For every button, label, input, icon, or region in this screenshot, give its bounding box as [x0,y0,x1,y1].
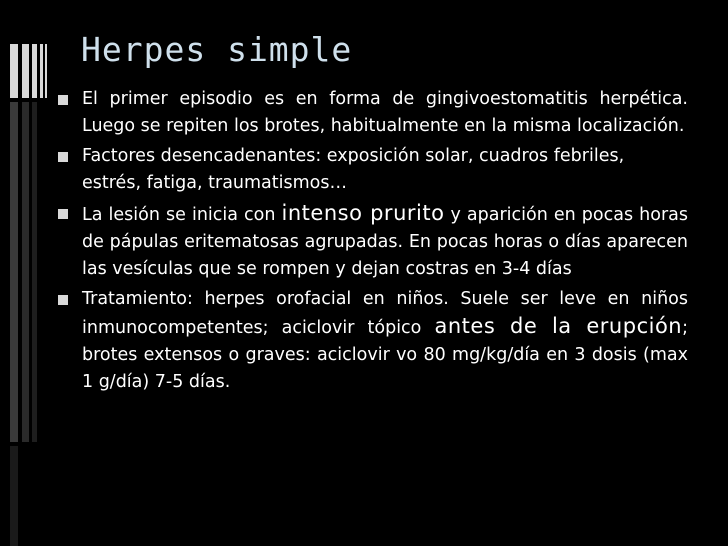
emphasis-text: antes de la erupción [434,314,683,338]
bullet-square-icon [58,152,68,162]
bullet-text: Tratamiento: herpes orofacial en niños. Suele ser leve en niños inmunocompetentes; aciclovir tópico [82,289,688,338]
bullet-text: La lesión se inicia con [82,205,282,225]
bullet-text: ; brotes extensos o graves: aciclovir vo 80 mg/kg/día en 3 dosis (max 1 g/día) 7-5 días. [82,318,689,392]
bullet-item [56,200,688,283]
bullet-text: El primer episodio es en forma de gingivoestomatitis herpética. Luego se repiten los brotes, habitualmente en la misma localización. [82,89,688,136]
bullet-list [56,86,688,399]
decorative-bar [22,102,29,442]
bullet-item [56,143,688,197]
bullet-square-icon [58,209,68,219]
decorative-bar [45,44,47,98]
emphasis-text: intenso prurito [281,201,445,225]
bullet-square-icon [58,95,68,105]
bullet-item [56,286,688,396]
decorative-bar [10,446,18,546]
decorative-bar [10,44,18,98]
slide-title: Herpes simple [81,30,353,69]
decorative-bar [40,44,43,98]
bullet-item [56,86,688,140]
decorative-bar [32,44,37,98]
bullet-text: Factores desencadenantes: exposición solar, cuadros febriles, estrés, fatiga, traumatismos… [82,146,625,193]
bullet-square-icon [58,295,68,305]
bullet-text: y aparición en pocas horas de pápulas eritematosas agrupadas. En pocas horas o días aparecen las vesículas que se rompen y dejan costras en 3-4 días [82,205,688,279]
decorative-bar [10,102,18,442]
decorative-bar [32,102,37,442]
decorative-bar [22,44,29,98]
